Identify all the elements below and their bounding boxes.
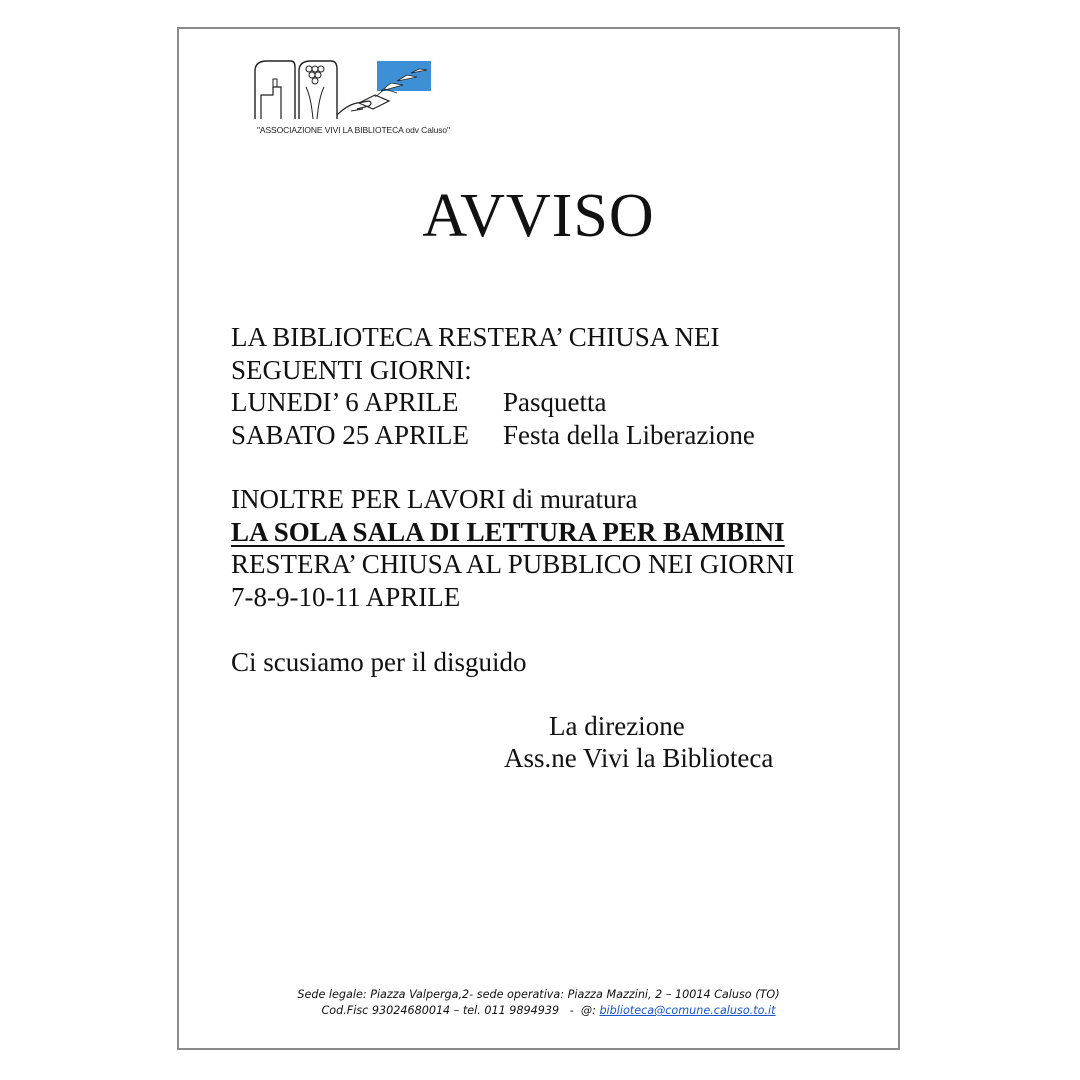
logo-caption: "ASSOCIAZIONE VIVI LA BIBLIOTECA odv Caluso": [257, 125, 450, 135]
notice-title: AVVISO: [422, 182, 655, 250]
library-association-logo-icon: [251, 57, 441, 127]
apology-line: Ci scusiamo per il disguido: [231, 647, 527, 677]
closure-row: [231, 386, 871, 419]
closure-reason: Pasquetta: [503, 387, 607, 417]
closure-row: [231, 419, 871, 452]
footer-contacts: [179, 1003, 898, 1019]
kids-closed-line: RESTERA’ CHIUSA AL PUBBLICO NEI GIORNI: [231, 549, 795, 579]
closure-reason: Festa della Liberazione: [503, 419, 755, 450]
apology-text: [231, 646, 871, 679]
kids-closed-dates: 7-8-9-10-11 APRILE: [231, 581, 461, 612]
intro-line: SEGUENTI GIORNI:: [231, 354, 472, 385]
closure-notice: [231, 321, 871, 451]
closure-date: LUNEDI’ 6 APRILE: [231, 387, 459, 417]
signature-association: Ass.ne Vivi la Biblioteca: [504, 743, 774, 773]
kids-room-notice: [231, 483, 871, 613]
footer: [179, 987, 898, 1019]
closure-date: SABATO 25 APRILE: [231, 419, 470, 450]
footer-address: Sede legale: Piazza Valperga,2- sede operativa: Piazza Mazzini, 2 – 10014 Caluso (TO): [297, 988, 780, 1001]
email-link[interactable]: biblioteca@comune.caluso.to.it: [599, 1004, 776, 1017]
intro-line: LA BIBLIOTECA RESTERA’ CHIUSA NEI: [231, 322, 720, 352]
notice-page: [177, 27, 900, 1050]
signature-direction: La direzione: [549, 711, 685, 741]
footer-tax-phone: Cod.Fisc 93024680014 – tel. 011 9894939 - @:: [321, 1004, 600, 1017]
works-line: INOLTRE PER LAVORI di muratura: [231, 484, 638, 514]
kids-room-heading: LA SOLA SALA DI LETTURA PER BAMBINI: [231, 516, 785, 547]
